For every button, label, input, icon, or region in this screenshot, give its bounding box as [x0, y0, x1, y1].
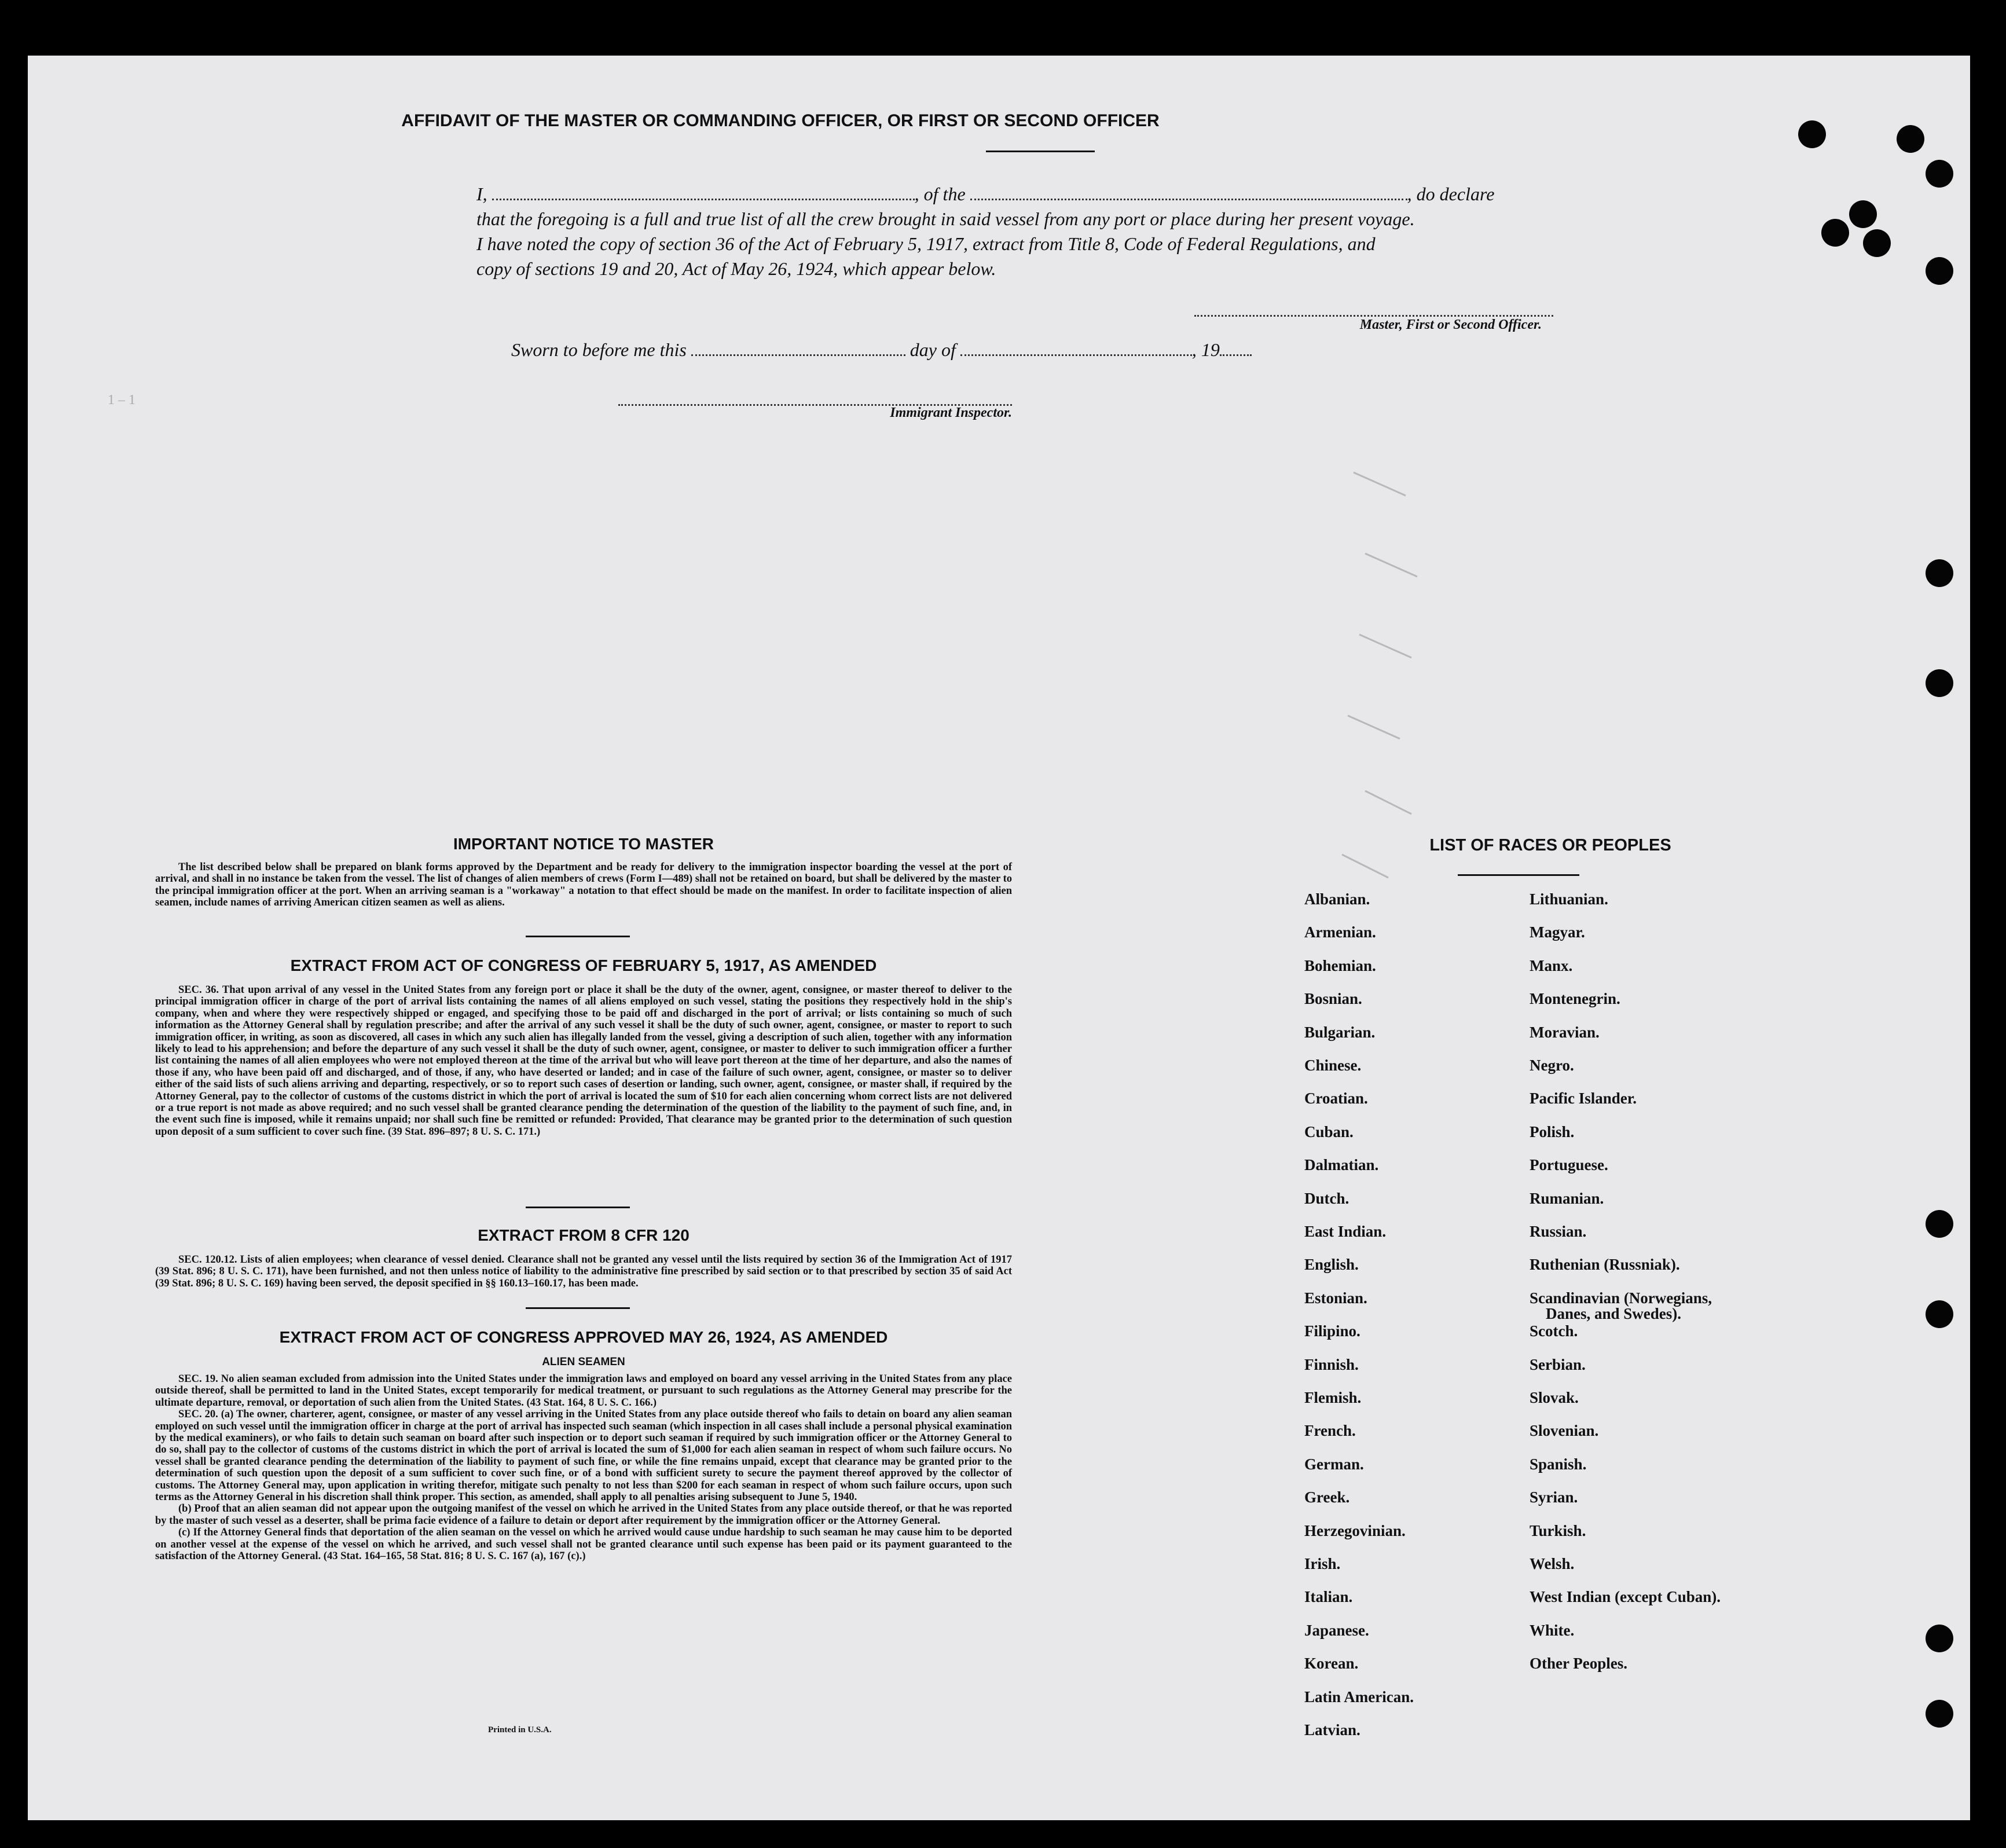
affidavit-title: AFFIDAVIT OF THE MASTER OR COMMANDING OFFICER, OR FIRST OR SECOND OFFICER	[401, 111, 1160, 130]
sec-20b-paragraph: (b) Proof that an alien seaman did not appear upon the outgoing manifest of the vessel on which he arrived in the United States from any place outside thereof, or that he was reported by the master of such vessel as a deserter, shall be prima facie evidence of a failure to detain or deport after requirement by the immigration officer or the Attorney General.	[155, 1503, 1012, 1527]
declare-label: , do declare	[1407, 184, 1495, 204]
race-item: Montenegrin.	[1530, 990, 1620, 1007]
punch-hole	[1926, 257, 1953, 285]
race-item: Latvian.	[1304, 1721, 1360, 1739]
notice-paragraph: The list described below shall be prepared on blank forms approved by the Department and be ready for delivery to the immigration inspector boarding the vessel at the port of arrival, and shall in no instance be taken from the vessel. The list of changes of alien members of crews (Form I—489) shall not be retained on board, but shall be delivered by the master to the principal immigration officer at the port. When an arriving seaman is a "workaway" a notation to that effect should be made on the manifest. In order to facilitate inspection of alien seamen, include names of arriving American citizen seamen as well as aliens.	[155, 861, 1012, 909]
race-item: Chinese.	[1304, 1057, 1362, 1074]
extract-cfr-paragraph: SEC. 120.12. Lists of alien employees; when clearance of vessel denied. Clearance shall not be granted any vessel until the lists required by section 36 of the Immigration Act of 1917 (39 Stat. 896; 8 U. S. C. 171), have been furnished, and not then unless notice of liability to the administrative fine prescribed by said section or to that prescribed by section 35 of said Act (39 Stat. 896; 8 U. S. C. 169) having been served, the deposit specified in §§ 160.13–160.17, has been made.	[155, 1254, 1012, 1289]
extract-cfr-divider	[526, 1307, 630, 1309]
race-item: Negro.	[1530, 1057, 1574, 1074]
race-item: Finnish.	[1304, 1356, 1359, 1373]
race-item: Magyar.	[1530, 923, 1585, 941]
race-item: Rumanian.	[1530, 1190, 1604, 1207]
printed-in-usa: Printed in U.S.A.	[488, 1725, 552, 1735]
extract-1917-divider	[526, 1207, 630, 1208]
race-item: Italian.	[1304, 1588, 1353, 1605]
race-item: Flemish.	[1304, 1389, 1362, 1406]
race-item: White.	[1530, 1622, 1575, 1639]
punch-hole	[1926, 559, 1953, 587]
race-item: Serbian.	[1530, 1356, 1586, 1373]
day-of-label: day of	[910, 339, 956, 360]
notice-title: IMPORTANT NOTICE TO MASTER	[453, 835, 714, 853]
sworn-line	[511, 338, 1252, 361]
race-item: Bohemian.	[1304, 957, 1376, 974]
race-item: Armenian.	[1304, 923, 1376, 941]
race-item: Russian.	[1530, 1223, 1587, 1240]
punch-hole	[1798, 120, 1826, 148]
race-item: Herzegovinian.	[1304, 1522, 1406, 1539]
punch-hole	[1926, 1210, 1953, 1238]
punch-hole	[1863, 229, 1891, 257]
extract-1917-title: EXTRACT FROM ACT OF CONGRESS OF FEBRUARY 5, 1917, AS AMENDED	[290, 956, 877, 974]
sworn-year-blank[interactable]	[1220, 338, 1252, 356]
race-item: German.	[1304, 1455, 1364, 1473]
punch-hole	[1926, 669, 1953, 697]
sworn-label: Sworn to before me this	[511, 339, 687, 360]
race-item: Syrian.	[1530, 1488, 1578, 1506]
race-item: Bulgarian.	[1304, 1024, 1376, 1041]
punch-hole	[1849, 200, 1877, 228]
sec-20c-paragraph: (c) If the Attorney General finds that deportation of the alien seaman on the vessel on which he arrived would cause undue hardship to such seaman he may cause him to be deported on another vessel at the expense of the vessel on which he arrived, and such vessel shall not be granted clearance until such expense has been paid or its payment guaranteed to the satisfaction of the Attorney General. (43 Stat. 164–165, 58 Stat. 816; 8 U. S. C. 167 (a), 167 (c).)	[155, 1527, 1012, 1563]
year-prefix: , 19	[1191, 339, 1220, 360]
alien-seamen-subtitle: ALIEN SEAMEN	[542, 1356, 625, 1368]
race-item: Korean.	[1304, 1655, 1359, 1672]
race-item: English.	[1304, 1256, 1359, 1273]
race-item: Bosnian.	[1304, 990, 1362, 1007]
race-item: Spanish.	[1530, 1455, 1587, 1473]
form-page	[28, 56, 1970, 1820]
extract-1917-paragraph: SEC. 36. That upon arrival of any vessel in the United States from any foreign port or place it shall be the duty of the owner, agent, consignee, or master thereof to deliver to the principal immigration officer in charge of the port of arrival lists containing the names of all aliens employed on such vessel, stating the positions they respectively hold in the ship's company, when and where they were respectively shipped or engaged, and specifying those to be paid off and discharged in the port of arrival; or lists containing so much of such information as the Attorney General shall by regulation prescribe; and after the arrival of any such vessel it shall be the duty of such owner, agent, consignee, or master to report to such immigration officer, in writing, as soon as discovered, all cases in which any such alien has illegally landed from the vessel, giving a description of such alien, together with any information likely to lead to his apprehension; and before the departure of any such vessel it shall be the duty of such owner, agent, consignee, or master to deliver to such immigration officer a further list containing the names of all alien employees who were not employed thereon at the time of the arrival but who will leave port thereon at the time of her departure, and also the names of those if any, who have been paid off and discharged, and of those, if any, who have deserted or landed; and in case of the failure of such owner, agent, consignee, or master so to deliver either of the said lists of such aliens arriving and departing, respectively, or so to report such cases of desertion or landing, such owner, agent, consignee, or master shall, if required by the Attorney General, pay to the collector of customs of the customs district in which the port of arrival is located the sum of $10 for each alien concerning whom correct lists are not delivered or a true report is not made as above required; and no such vessel shall be granted clearance pending the determination of the question of the liability to the payment of such fine, and, in the event such fine is imposed, while it remains unpaid; nor shall such fine be remitted or refunded: Provided, That clearance may be granted prior to the determination of such question upon deposit of a sum sufficient to cover such fine. (39 Stat. 896–897; 8 U. S. C. 171.)	[155, 984, 1012, 1138]
title-divider	[986, 151, 1095, 152]
race-item: Scotch.	[1530, 1322, 1578, 1340]
of-the-label: , of the	[914, 184, 966, 204]
sworn-month-blank[interactable]	[960, 338, 1192, 356]
races-title: LIST OF RACES OR PEOPLES	[1429, 836, 1671, 855]
races-divider	[1458, 874, 1579, 876]
sec-19-paragraph: SEC. 19. No alien seaman excluded from admission into the United States under the immigration laws and employed on board any vessel arriving in the United States from any place outside thereof, shall be permitted to land in the United States, except temporarily for medical treatment, or pursuant to such regulations as the Attorney General may prescribe for the ultimate departure, removal, or deportation of such alien from the United States. (43 Stat. 164, 8 U. S. C. 166.)	[155, 1373, 1012, 1409]
race-item: West Indian (except Cuban).	[1530, 1588, 1721, 1605]
inspector-signature-caption: Immigrant Inspector.	[890, 405, 1012, 420]
race-item: Irish.	[1304, 1555, 1341, 1572]
race-item: Croatian.	[1304, 1090, 1368, 1107]
race-item: Ruthenian (Russniak).	[1530, 1256, 1680, 1273]
extract-1917-body	[155, 984, 1012, 1138]
name-blank[interactable]	[492, 182, 915, 200]
extract-cfr-body	[155, 1254, 1012, 1289]
affidavit-line-2: that the foregoing is a full and true list of all the crew brought in said vessel from any port or place during her present voyage.	[476, 208, 1415, 229]
punch-hole	[1926, 1300, 1953, 1328]
extract-1924-title: EXTRACT FROM ACT OF CONGRESS APPROVED MAY 26, 1924, AS AMENDED	[279, 1328, 888, 1346]
affidavit-i-label: I,	[476, 184, 487, 204]
affidavit-line-3: I have noted the copy of section 36 of the Act of February 5, 1917, extract from Title 8, Code of Federal Regulations, and	[476, 233, 1376, 254]
punch-hole	[1821, 219, 1849, 247]
race-item: Other Peoples.	[1530, 1655, 1627, 1672]
race-item: Pacific Islander.	[1530, 1090, 1637, 1107]
vessel-blank[interactable]	[970, 182, 1407, 200]
punch-hole	[1926, 1700, 1953, 1728]
race-item: Estonian.	[1304, 1289, 1367, 1307]
race-item: Portuguese.	[1530, 1156, 1608, 1174]
notice-body	[155, 861, 1012, 909]
affidavit-line-4: copy of sections 19 and 20, Act of May 26, 1924, which appear below.	[476, 258, 996, 279]
pencil-scratch-marks	[1330, 415, 1458, 889]
affidavit-statement	[476, 182, 1582, 281]
pencil-mark: 1 – 1	[108, 393, 135, 408]
race-item: Scandinavian (Norwegians, Danes, and Swedes).	[1530, 1289, 1712, 1322]
race-item: Dalmatian.	[1304, 1156, 1379, 1174]
master-signature-line[interactable]	[1194, 309, 1553, 317]
race-item: Moravian.	[1530, 1024, 1600, 1041]
extract-1924-body	[155, 1373, 1012, 1563]
punch-hole	[1926, 1625, 1953, 1652]
race-item: Welsh.	[1530, 1555, 1575, 1572]
notice-divider	[526, 936, 630, 937]
race-item: Slovenian.	[1530, 1422, 1599, 1439]
sworn-day-blank[interactable]	[691, 338, 905, 356]
race-item: East Indian.	[1304, 1223, 1387, 1240]
race-item: Manx.	[1530, 957, 1573, 974]
master-signature-caption: Master, First or Second Officer.	[1359, 317, 1542, 332]
race-item: Greek.	[1304, 1488, 1350, 1506]
race-item: French.	[1304, 1422, 1356, 1439]
race-item: Filipino.	[1304, 1322, 1360, 1340]
race-item: Turkish.	[1530, 1522, 1586, 1539]
sec-20a-paragraph: SEC. 20. (a) The owner, charterer, agent, consignee, or master of any vessel arriving in the United States from any place outside thereof who fails to detain on board any alien seaman employed on such vessel until the immigration officer in charge at the port of arrival has inspected such seaman (which inspection in all cases shall include a personal physical examination by the medical examiners), or who fails to detain such seaman on board after such inspection or to deport such seaman if required by such immigration officer or the Attorney General to do so, shall pay to the collector of customs of the customs district in which the port of arrival is located the sum of $1,000 for each alien seaman in respect of whom such failure occurs. No vessel shall be granted clearance pending the determination of the liability to payment of such fine, or while the fine remains unpaid, except that clearance may be granted prior to the determination of such question upon the deposit of a sum sufficient to cover such fine, or of a bond with sufficient surety to secure the payment thereof approved by the collector of customs. The Attorney General may, upon application in writing therefor, mitigate such penalty to not less than $200 for each seaman in respect of whom such failure occurs, upon such terms as the Attorney General in his discretion shall think proper. This section, as amended, shall apply to all penalties arising subsequent to June 5, 1940.	[155, 1409, 1012, 1504]
race-item: Slovak.	[1530, 1389, 1579, 1406]
race-item: Dutch.	[1304, 1190, 1349, 1207]
punch-hole	[1897, 125, 1924, 153]
race-item: Latin American.	[1304, 1688, 1414, 1706]
extract-cfr-title: EXTRACT FROM 8 CFR 120	[478, 1226, 690, 1244]
race-item: Lithuanian.	[1530, 890, 1608, 908]
race-item: Japanese.	[1304, 1622, 1369, 1639]
race-item: Cuban.	[1304, 1123, 1354, 1141]
race-item: Albanian.	[1304, 890, 1370, 908]
race-item: Polish.	[1530, 1123, 1575, 1141]
punch-hole	[1926, 160, 1953, 188]
